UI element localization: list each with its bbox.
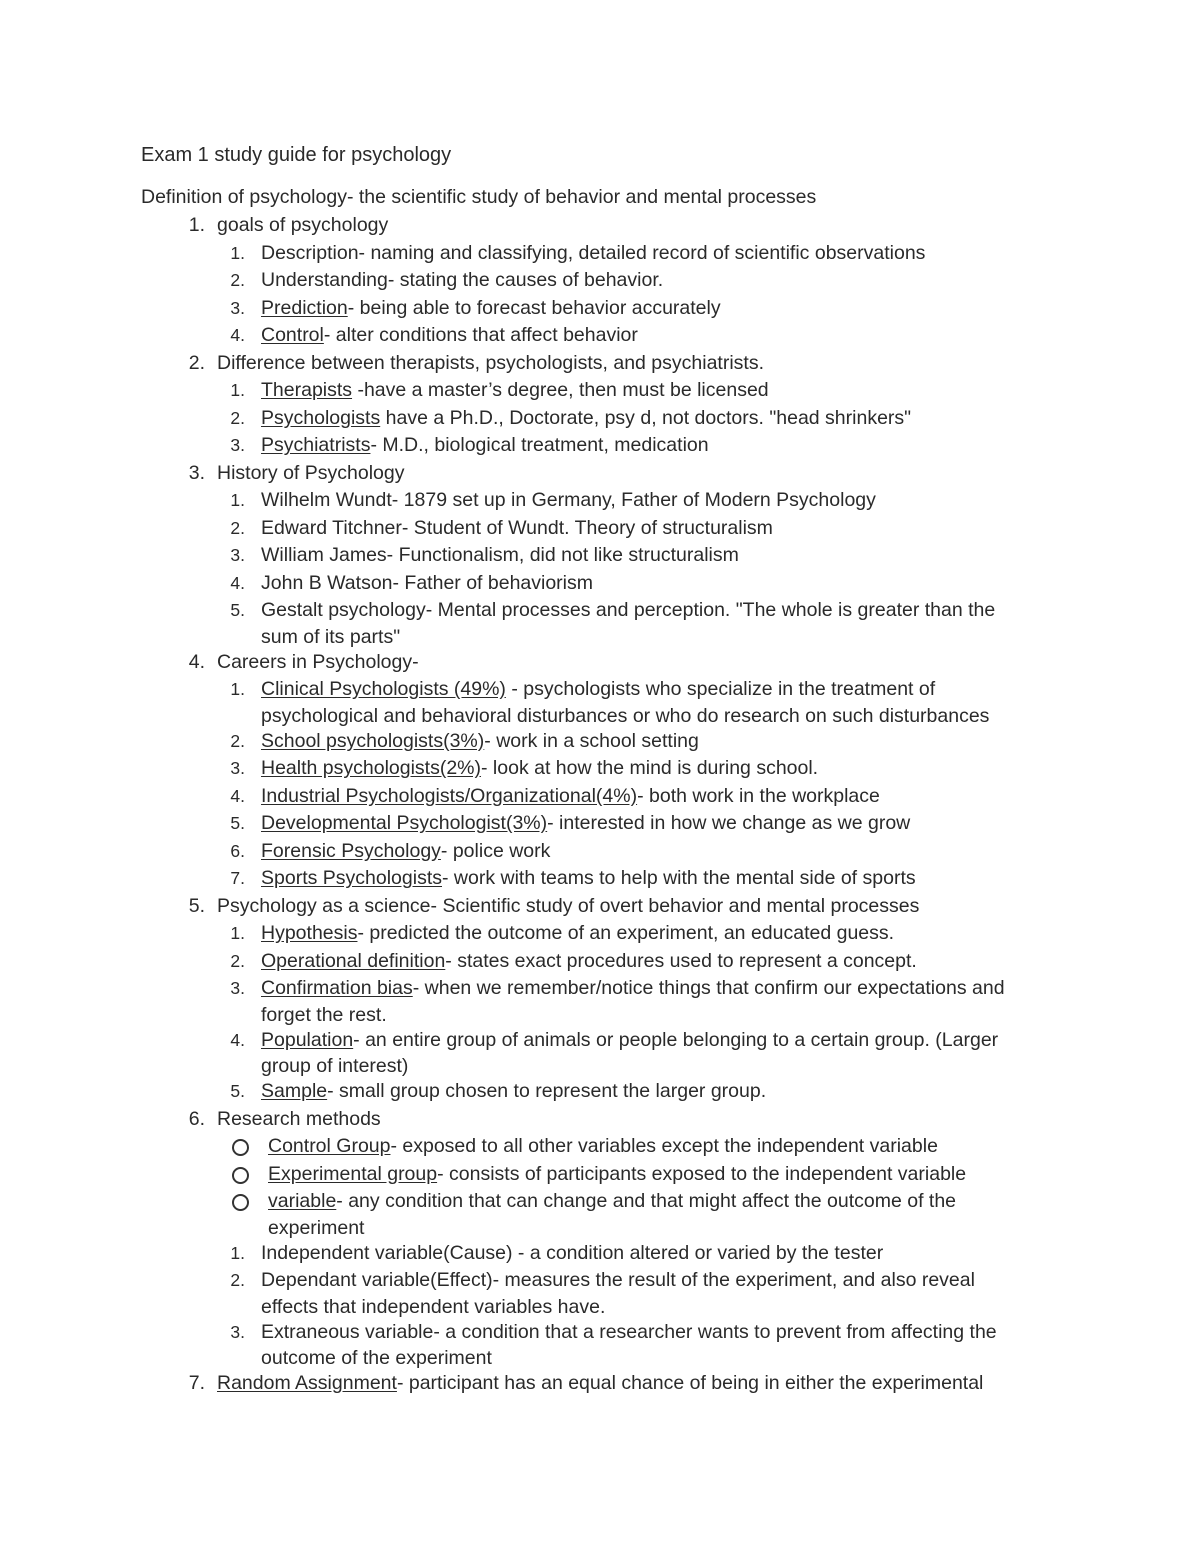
item-term: Operational definition <box>261 949 446 972</box>
bullet-item <box>141 1133 1101 1161</box>
list-item <box>141 948 1101 976</box>
item-number: 3. <box>230 758 245 778</box>
document-title: Exam 1 study guide for psychology <box>141 144 452 166</box>
item-text: Dependant variable(Effect)- measures the result of the experiment, and also reveal <box>261 1269 975 1291</box>
circle-bullet-icon <box>232 1167 249 1184</box>
item-text: Understanding- stating the causes of behavior. <box>261 269 664 291</box>
item-term: Developmental Psychologist(3%) <box>261 812 548 834</box>
section-heading-text: Research methods <box>217 1107 381 1130</box>
section-heading <box>141 350 1101 378</box>
item-term: Confirmation bias <box>261 977 413 999</box>
bullet-continuation: experiment <box>268 1216 365 1239</box>
item-number: 3. <box>230 435 245 455</box>
item-number: 1. <box>230 242 245 263</box>
item-text: - when we remember/notice things that confirm our expectations and <box>412 977 1005 999</box>
section-heading-text: Psychology as a science- Scientific study of overt behavior and mental processes <box>217 894 920 917</box>
item-number: 2. <box>230 1270 245 1290</box>
bullet-term: Control Group <box>268 1135 391 1157</box>
item-number: 6. <box>230 840 245 861</box>
list-item <box>141 267 1101 295</box>
list-item <box>141 810 1101 838</box>
item-text: have a Ph.D., Doctorate, psy d, not doctors. "head shrinkers" <box>380 406 912 429</box>
list-item <box>141 405 1101 433</box>
item-number: 1. <box>230 679 245 699</box>
item-text: - an entire group of animals or people belonging to a certain group. (Larger <box>353 1028 999 1051</box>
item-number: 3. <box>230 297 245 318</box>
item-text: - small group chosen to represent the larger group. <box>327 1080 767 1102</box>
item-term: School psychologists(3%) <box>261 729 485 752</box>
item-continuation: outcome of the experiment <box>261 1347 492 1369</box>
bullet-term: variable <box>268 1190 337 1212</box>
item-text: - work in a school setting <box>484 729 699 752</box>
list-item <box>141 676 1101 728</box>
item-number: 4. <box>230 325 245 345</box>
item-number: 1. <box>230 490 245 510</box>
item-number: 1. <box>230 923 245 943</box>
section-number: 2. <box>188 351 205 374</box>
list-item <box>141 783 1101 811</box>
list-item <box>141 1240 1101 1268</box>
section-number: 7. <box>188 1372 205 1394</box>
item-text: - work with teams to help with the mental side of sports <box>442 867 916 889</box>
list-item <box>141 865 1101 893</box>
section-heading <box>141 649 1101 677</box>
item-text: - look at how the mind is during school. <box>481 757 819 779</box>
item-text: - interested in how we change as we grow <box>547 812 911 834</box>
item-number: 4. <box>230 572 245 593</box>
section-heading <box>141 460 1101 488</box>
item-number: 3. <box>230 1321 245 1342</box>
item-text: Wilhelm Wundt- 1879 set up in Germany, Father of Modern Psychology <box>261 489 876 511</box>
section-number: 6. <box>188 1107 205 1130</box>
item-number: 3. <box>230 978 245 998</box>
bullet-item <box>141 1188 1101 1240</box>
item-continuation: effects that independent variables have. <box>261 1295 606 1318</box>
bullet-text: - consists of participants exposed to the independent variable <box>437 1162 967 1185</box>
item-text: - states exact procedures used to represent a concept. <box>445 949 917 972</box>
list-item <box>141 597 1101 649</box>
section-heading <box>141 893 1101 921</box>
item-text: - being able to forecast behavior accurately <box>347 296 721 319</box>
item-term: Prediction <box>261 296 348 319</box>
item-text: - psychologists who specialize in the treatment of <box>505 678 936 700</box>
item-text: - alter conditions that affect behavior <box>323 324 638 346</box>
item-number: 7. <box>230 868 245 888</box>
item-term: Forensic Psychology <box>261 839 441 862</box>
item-number: 2. <box>230 270 245 290</box>
item-number: 1. <box>230 380 245 400</box>
item-number: 4. <box>230 1029 245 1050</box>
section-number: 3. <box>188 461 205 484</box>
item-continuation: sum of its parts" <box>261 625 401 648</box>
list-item <box>141 515 1101 543</box>
list-item <box>141 728 1101 756</box>
section-number: 1. <box>188 214 205 236</box>
item-text: - M.D., biological treatment, medication <box>370 434 709 456</box>
list-item <box>141 920 1101 948</box>
item-number: 4. <box>230 785 245 806</box>
bullet-item <box>141 1161 1101 1189</box>
item-term: Sports Psychologists <box>261 867 442 889</box>
item-text: - both work in the workplace <box>637 784 880 807</box>
item-number: 1. <box>230 1242 245 1263</box>
item-text: William James- Functionalism, did not like structuralism <box>261 544 739 566</box>
item-number: 2. <box>230 950 245 971</box>
list-item <box>141 975 1101 1027</box>
item-term: Sample <box>261 1080 328 1102</box>
item-number: 2. <box>230 517 245 538</box>
section-heading <box>141 212 1101 240</box>
section-heading <box>141 1106 1101 1134</box>
list-item <box>141 432 1101 460</box>
item-term: Health psychologists(2%) <box>261 757 482 779</box>
section-heading-text: goals of psychology <box>217 214 389 236</box>
list-item <box>141 1319 1101 1371</box>
circle-bullet-icon <box>232 1139 249 1156</box>
section-heading-text: - participant has an equal chance of being in either the experimental <box>396 1372 984 1394</box>
bullet-text: - any condition that can change and that might affect the outcome of the <box>336 1190 957 1212</box>
item-term: Clinical Psychologists (49%) <box>261 678 506 700</box>
item-term: Industrial Psychologists/Organizational(4%) <box>261 784 638 807</box>
item-number: 5. <box>230 813 245 833</box>
item-number: 3. <box>230 545 245 565</box>
item-term: Therapists <box>261 379 353 401</box>
item-number: 2. <box>230 407 245 428</box>
definition-line: Definition of psychology- the scientific study of behavior and mental processes <box>141 186 817 208</box>
list-item <box>141 240 1101 268</box>
item-text: Edward Titchner- Student of Wundt. Theory of structuralism <box>261 516 773 539</box>
item-text: - predicted the outcome of an experiment, an educated guess. <box>357 922 895 944</box>
list-item <box>141 755 1101 783</box>
item-continuation: psychological and behavioral disturbances or who do research on such disturbances <box>261 704 990 727</box>
bullet-text: - exposed to all other variables except the independent variable <box>390 1135 938 1157</box>
outline-list <box>141 212 1101 1398</box>
item-text: -have a master’s degree, then must be licensed <box>352 379 769 401</box>
list-item <box>141 322 1101 350</box>
list-item <box>141 295 1101 323</box>
item-text: Extraneous variable- a condition that a researcher wants to prevent from affecting the <box>261 1320 997 1343</box>
item-term: Control <box>261 324 324 346</box>
section-number: 4. <box>188 650 205 673</box>
section-number: 5. <box>188 894 205 917</box>
item-number: 2. <box>230 730 245 751</box>
item-text: Gestalt psychology- Mental processes and perception. "The whole is greater than the <box>261 599 996 621</box>
item-text: Description- naming and classifying, detailed record of scientific observations <box>261 241 926 264</box>
section-heading-text: History of Psychology <box>217 461 405 484</box>
section-term: Random Assignment <box>217 1372 397 1394</box>
item-continuation: forget the rest. <box>261 1003 387 1026</box>
item-text: - police work <box>440 839 551 862</box>
item-term: Psychiatrists <box>261 434 371 456</box>
section-heading-text: Difference between therapists, psychologists, and psychiatrists. <box>217 351 764 374</box>
circle-bullet-icon <box>232 1194 249 1211</box>
bullet-term: Experimental group <box>268 1162 438 1185</box>
item-continuation: group of interest) <box>261 1055 409 1077</box>
list-item <box>141 1267 1101 1319</box>
list-item <box>141 542 1101 570</box>
item-text: Independent variable(Cause) - a condition altered or varied by the tester <box>261 1241 884 1264</box>
item-term: Population <box>261 1028 354 1051</box>
section-heading-text: Careers in Psychology- <box>217 650 419 673</box>
item-number: 5. <box>230 600 245 620</box>
list-item <box>141 487 1101 515</box>
list-item <box>141 1027 1101 1079</box>
section-heading <box>141 1370 1101 1398</box>
list-item <box>141 377 1101 405</box>
item-term: Psychologists <box>261 406 381 429</box>
item-text: John B Watson- Father of behaviorism <box>261 571 594 594</box>
item-term: Hypothesis <box>261 922 358 944</box>
list-item <box>141 570 1101 598</box>
item-number: 5. <box>230 1081 245 1101</box>
list-item <box>141 1078 1101 1106</box>
list-item <box>141 838 1101 866</box>
